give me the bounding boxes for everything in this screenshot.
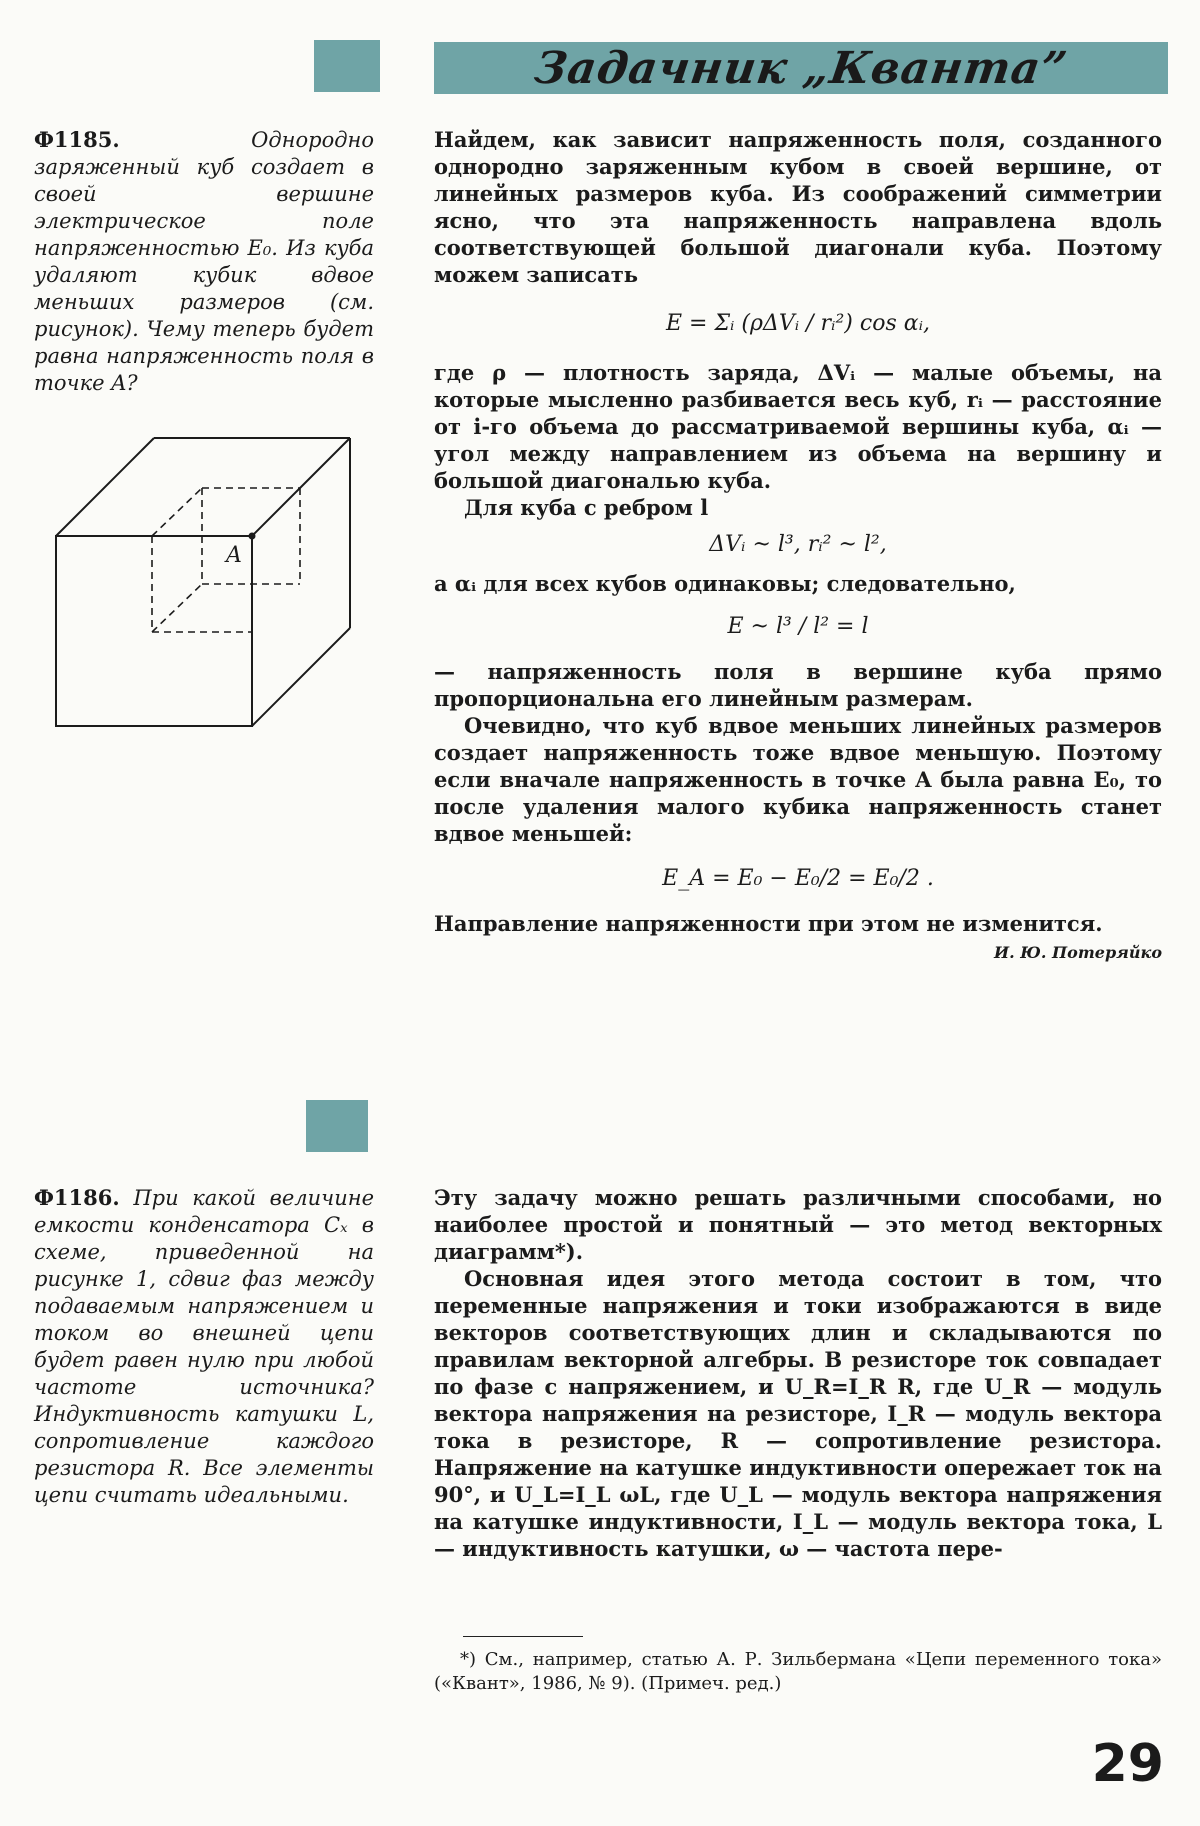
formula-proportional: ΔVᵢ ~ l³, rᵢ² ~ l², [709, 532, 887, 557]
author-signature: И. Ю. Потеряйко [994, 943, 1162, 962]
section-block-2 [306, 1100, 368, 1152]
solution-1-p2: где ρ — плотность заряда, ΔVᵢ — малые объемы, на которые мысленно разбивается весь куб, rᵢ — расстояние от i-го объема до рассматриваемой вершины куба, αᵢ — угол между направлением из объема на вершину и большой диагональю куба. [434, 360, 1162, 493]
solution-1-p5: — напряженность поля в вершине куба прямо пропорциональна его линейным размерам. [434, 659, 1162, 711]
problem-2-number: Ф1186. [34, 1185, 120, 1210]
section-banner [434, 42, 1168, 94]
solution-2 [434, 1184, 1162, 1562]
problem-2-text: При какой величине емкости конденсатора Cₓ в схеме, приведенной на рисунке 1, сдвиг фаз между подаваемым напряжением и током во внешней цепи будет равен нулю при любой частоте источника? Индуктивность катушки L, сопротивление каждого резистора R. Все элементы цепи считать идеальными. [34, 1186, 374, 1507]
solution-1-p6: Очевидно, что куб вдвое меньших линейных размеров создает напряженность тоже вдвое меньшую. Поэтому если вначале напряженность в точке A была равна E₀, то после удаления малого кубика напряженность станет вдвое меньшей: [434, 713, 1162, 846]
solution-1 [434, 126, 1162, 966]
footnote: *) См., например, статью А. Р. Зильбермана «Цепи переменного тока» («Квант», 1986, № 9). (Примеч. ред.) [434, 1649, 1162, 1694]
formula-e-l: E ~ l³ / l² = l [727, 614, 869, 639]
solution-1-p3: Для куба с ребром l [464, 495, 709, 520]
solution-1-p4: а αᵢ для всех кубов одинаковы; следовательно, [434, 571, 1016, 596]
formula-ea: E_A = E₀ − E₀/2 = E₀/2 . [662, 866, 934, 891]
solution-2-p1: Эту задачу можно решать различными способами, но наиболее простой и понятный — это метод векторных диаграмм*). [434, 1185, 1162, 1264]
page-number: 29 [1091, 1734, 1164, 1794]
solution-2-p2: Основная идея этого метода состоит в том, что переменные напряжения и токи изображаются в виде векторов соответствующих длин и складываются по правилам векторной алгебры. В резисторе ток совпадает по фазе с напряжением, и U_R=I_R R, где U_R — модуль вектора напряжения на резисторе, I_R — модуль вектора тока в резисторе, R — сопротивление резистора. Напряжение на катушке индуктивности опережает ток на 90°, и U_L=I_L ωL, где U_L — модуль вектора напряжения на катушке индуктивности, I_L — модуль вектора тока, L — индуктивность катушки, ω — частота пере- [434, 1266, 1162, 1561]
problem-1-statement [34, 126, 374, 397]
problem-1-number: Ф1185. [34, 127, 120, 152]
solution-1-p7: Направление напряженности при этом не изменится. [434, 911, 1103, 936]
footnote-rule [463, 1636, 583, 1637]
problem-1-text: Однородно заряженный куб создает в своей вершине электрическое поле напряженностью E₀. Из куба удаляют кубик вдвое меньших размеров (см. рисунок). Чему теперь будет равна напряженность поля в точке A? [34, 128, 374, 395]
formula-sum: E = Σᵢ (ρΔVᵢ / rᵢ²) cos αᵢ, [665, 311, 931, 336]
point-a-label: A [226, 543, 242, 568]
problem-2-statement [34, 1184, 374, 1509]
solution-1-p1: Найдем, как зависит напряженность поля, созданного однородно заряженным кубом в своей вершине, от линейных размеров куба. Из соображений симметрии ясно, что эта напряженность направлена вдоль соответствующей большой диагонали куба. Поэтому можем записать [434, 127, 1162, 287]
cube-figure [50, 432, 360, 734]
header-block-small [314, 40, 380, 92]
banner-title: Задачник „Кванта” [531, 42, 1071, 94]
